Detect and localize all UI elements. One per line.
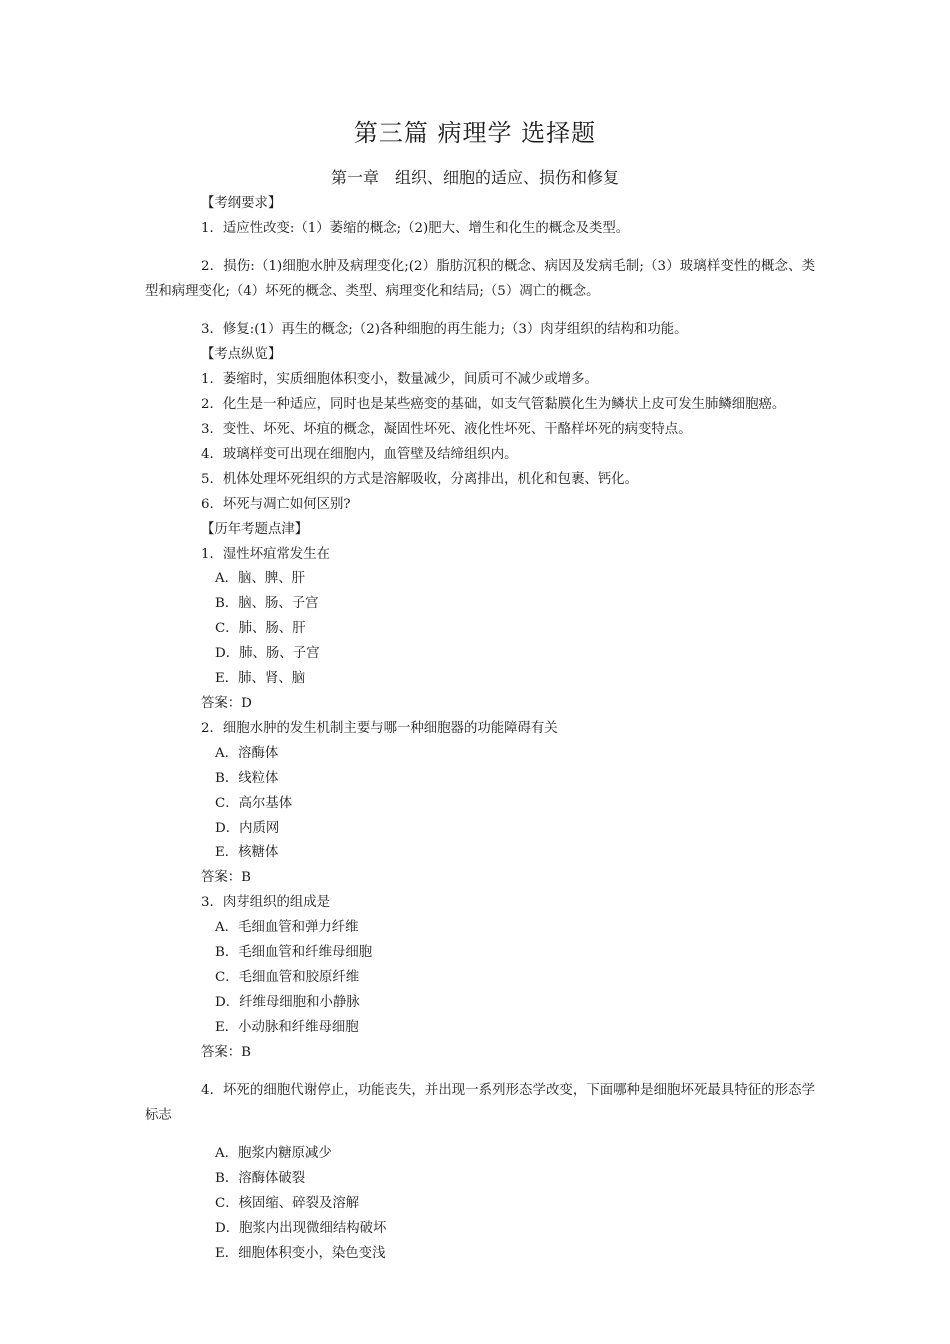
question-option: A．脑、脾、肝 (215, 571, 306, 587)
question-option: D．肺、肠、子宫 (215, 646, 320, 662)
question-option: A．毛细血管和弹力纤维 (215, 920, 359, 936)
syllabus-item: 3．修复:(1）再生的概念;（2)各种细胞的再生能力;（3）肉芽组织的结构和功能。 (201, 322, 688, 338)
section-heading-syllabus: 【考纲要求】 (201, 196, 282, 211)
syllabus-item: 1．适应性改变:（1）萎缩的概念;（2)肥大、增生和化生的概念及类型。 (201, 220, 630, 236)
question-option: D．内质网 (215, 820, 280, 836)
section-heading-past-questions: 【历年考题点津】 (201, 521, 309, 537)
question-option: E．肺、肾、脑 (215, 671, 306, 687)
question-option: C．肺、肠、肝 (215, 621, 306, 637)
overview-item: 6．坏死与凋亡如何区别? (201, 496, 351, 512)
question-option: A．溶酶体 (215, 745, 279, 761)
question-option: A．胞浆内糖原减少 (215, 1146, 332, 1162)
syllabus-item: 2．损伤:（1)细胞水肿及病理变化;(2）脂肪沉积的概念、病因及发病毛制;（3）玻璃样变性的概念、类型和病理变化;（4）坏死的概念、类型、病理变化和结局;（5）凋亡的概念。 (145, 259, 815, 300)
question-option: E．核糖体 (215, 845, 279, 861)
question-stem: 4．坏死的细胞代谢停止，功能丧失，并出现一系列形态学改变，下面哪种是细胞坏死最具特征的形态学标志 (145, 1082, 815, 1123)
overview-item: 1．萎缩时，实质细胞体积变小，数量减少，间质可不减少或增多。 (201, 372, 598, 388)
question-option: D．胞浆内出现微细结构破坏 (215, 1220, 387, 1236)
question-answer: 答案：B (201, 870, 252, 886)
question-answer: 答案：B (201, 1044, 252, 1060)
question-option: D．纤维母细胞和小静脉 (215, 994, 360, 1010)
question-option: C．高尔基体 (215, 795, 293, 811)
section-heading-overview: 【考点纵览】 (201, 347, 282, 363)
question-stem: 2．细胞水肿的发生机制主要与哪一种细胞器的功能障碍有关 (201, 720, 558, 736)
chapter-heading: 第一章 组织、细胞的适应、损伤和修复 (330, 168, 619, 187)
question-option: C．核固缩、碎裂及溶解 (215, 1196, 360, 1211)
question-answer: 答案：D (201, 696, 252, 711)
question-option: C．毛细血管和胶原纤维 (215, 969, 360, 985)
question-stem: 1．湿性坏疽常发生在 (201, 546, 331, 562)
overview-item: 3．变性、坏死、坏疽的概念，凝固性坏死、液化性坏死、干酪样坏死的病变特点。 (201, 422, 692, 438)
question-option: B．毛细血管和纤维母细胞 (215, 945, 373, 961)
question-option: B．脑、肠、子宫 (215, 596, 319, 612)
document-body (145, 192, 815, 1267)
question-stem: 3．肉芽组织的组成是 (201, 895, 331, 911)
overview-item: 5．机体处理坏死组织的方式是溶解吸收，分离排出，机化和包裹、钙化。 (201, 471, 639, 487)
overview-item: 2．化生是一种适应，同时也是某些癌变的基础，如支气管黏膜化生为鳞状上皮可发生肺鳞细胞癌。 (201, 397, 786, 413)
question-option: B．线粒体 (215, 770, 279, 786)
question-option: B．溶酶体破裂 (215, 1171, 306, 1187)
page-title: 第三篇 病理学 选择题 (353, 119, 597, 147)
overview-item: 4．玻璃样变可出现在细胞内，血管壁及结缔组织内。 (201, 446, 518, 462)
question-option: E．小动脉和纤维母细胞 (215, 1019, 359, 1035)
question-option: E．细胞体积变小，染色变浅 (215, 1245, 386, 1261)
